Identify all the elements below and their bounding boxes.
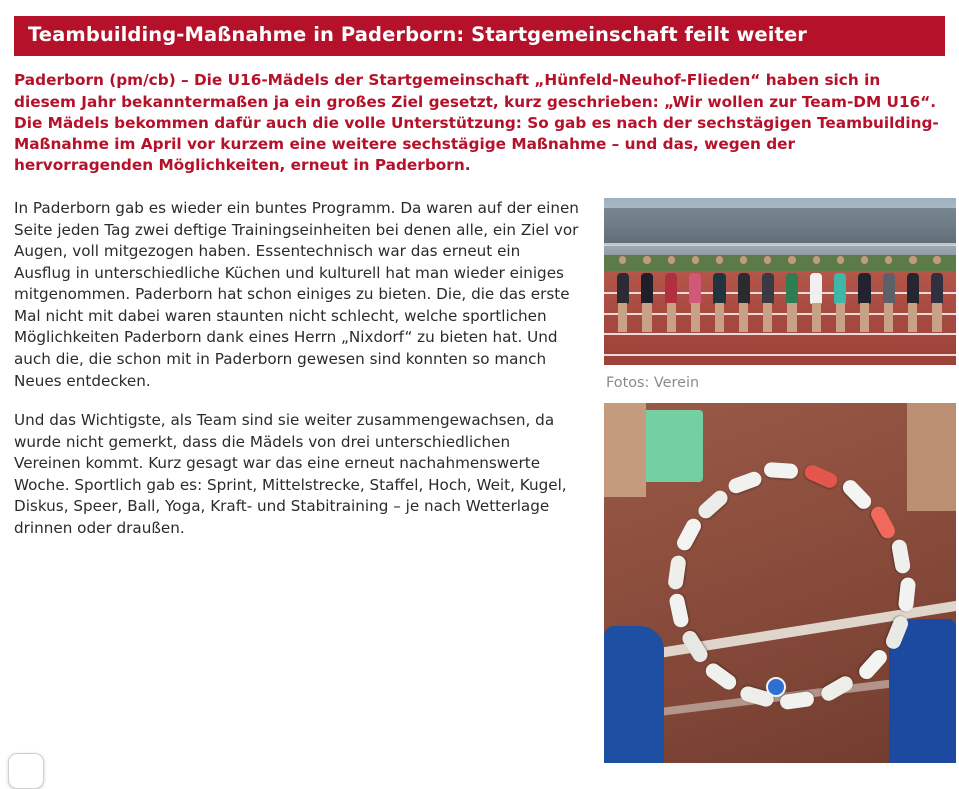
body-paragraph-2: Und das Wichtigste, als Team sind sie weiter zusammengewachsen, da wurde nicht gemerkt, dass die Mädels von drei unterschiedlichen Vereinen kommt. Kurz gesagt war das eine erneut nachahmenswerte Woche. Sportlich gab es: Sprint, Mittelstrecke, Staffel, Hoch, Weit, Kugel, Diskus, Speer, Ball, Yoga, Kraft- und Stabitraining – je nach Wetterlage drinnen oder draußen. <box>14 411 567 538</box>
athlete-figure <box>639 256 656 331</box>
athlete-figure <box>905 256 922 331</box>
article-body <box>14 198 945 763</box>
center-marker <box>766 677 786 697</box>
headline-bar <box>14 16 945 56</box>
athlete-group <box>615 256 946 331</box>
lead-paragraph: Paderborn (pm/cb) – Die U16-Mädels der Startgemeinschaft „Hünfeld-Neuhof-Flieden“ haben sich in diesem Jahr bekanntermaßen ja ein großes Ziel gesetzt, kurz geschrieben: „Wir wollen zur Team-DM U16“. Die Mädels bekommen dafür auch die volle Unterstützung: So gab es nach der sechstägigen Teambuilding-Maßnahme im April vor kurzem eine weitere sechstägige Maßnahme – und das, wegen der hervorragenden Möglichkeiten, erneut in Paderborn. <box>14 71 939 174</box>
shoe-circle-image <box>604 403 956 763</box>
shoe-ring <box>604 403 956 763</box>
athlete-figure <box>784 256 801 331</box>
athlete-figure <box>663 256 680 331</box>
stadium-stand <box>604 208 956 245</box>
team-photo-image <box>604 198 956 365</box>
page-title: Teambuilding-Maßnahme in Paderborn: Startgemeinschaft feilt weiter <box>28 23 808 46</box>
athlete-figure <box>880 256 897 331</box>
athlete-figure <box>735 256 752 331</box>
article-page <box>0 16 959 773</box>
photo-credit: Fotos: Verein <box>606 374 700 391</box>
athlete-figure <box>687 256 704 331</box>
athlete-figure <box>808 256 825 331</box>
athlete-figure <box>711 256 728 331</box>
corner-widget[interactable] <box>8 753 44 789</box>
athlete-figure <box>929 256 946 331</box>
stand-railing <box>604 243 956 246</box>
body-paragraph-1: In Paderborn gab es wieder ein buntes Programm. Da waren auf der einen Seite jeden Tag zwei deftige Trainingseinheiten bei denen alle, ein Ziel vor Augen, voll mitgezogen haben. Essentechnisch war das erneut ein Ausflug in unterschiedliche Küchen und kulturell hat man wieder einiges mitgenommen. Paderborn hat schon einiges zu bieten. Die, die das erste Mal nicht mit dabei waren staunten nicht schlecht, welche sportlichen Möglichkeiten Paderborn dank eines Herrn „Nixdorf“ zu bieten hat. Und auch die, die schon mit in Paderborn gewesen sind konnten so manch Neues entdecken. <box>14 198 579 390</box>
athlete-figure <box>760 256 777 331</box>
athlete-figure <box>832 256 849 331</box>
athlete-figure <box>615 256 632 331</box>
athlete-figure <box>856 256 873 331</box>
media-column <box>604 198 956 763</box>
text-column <box>14 198 580 540</box>
